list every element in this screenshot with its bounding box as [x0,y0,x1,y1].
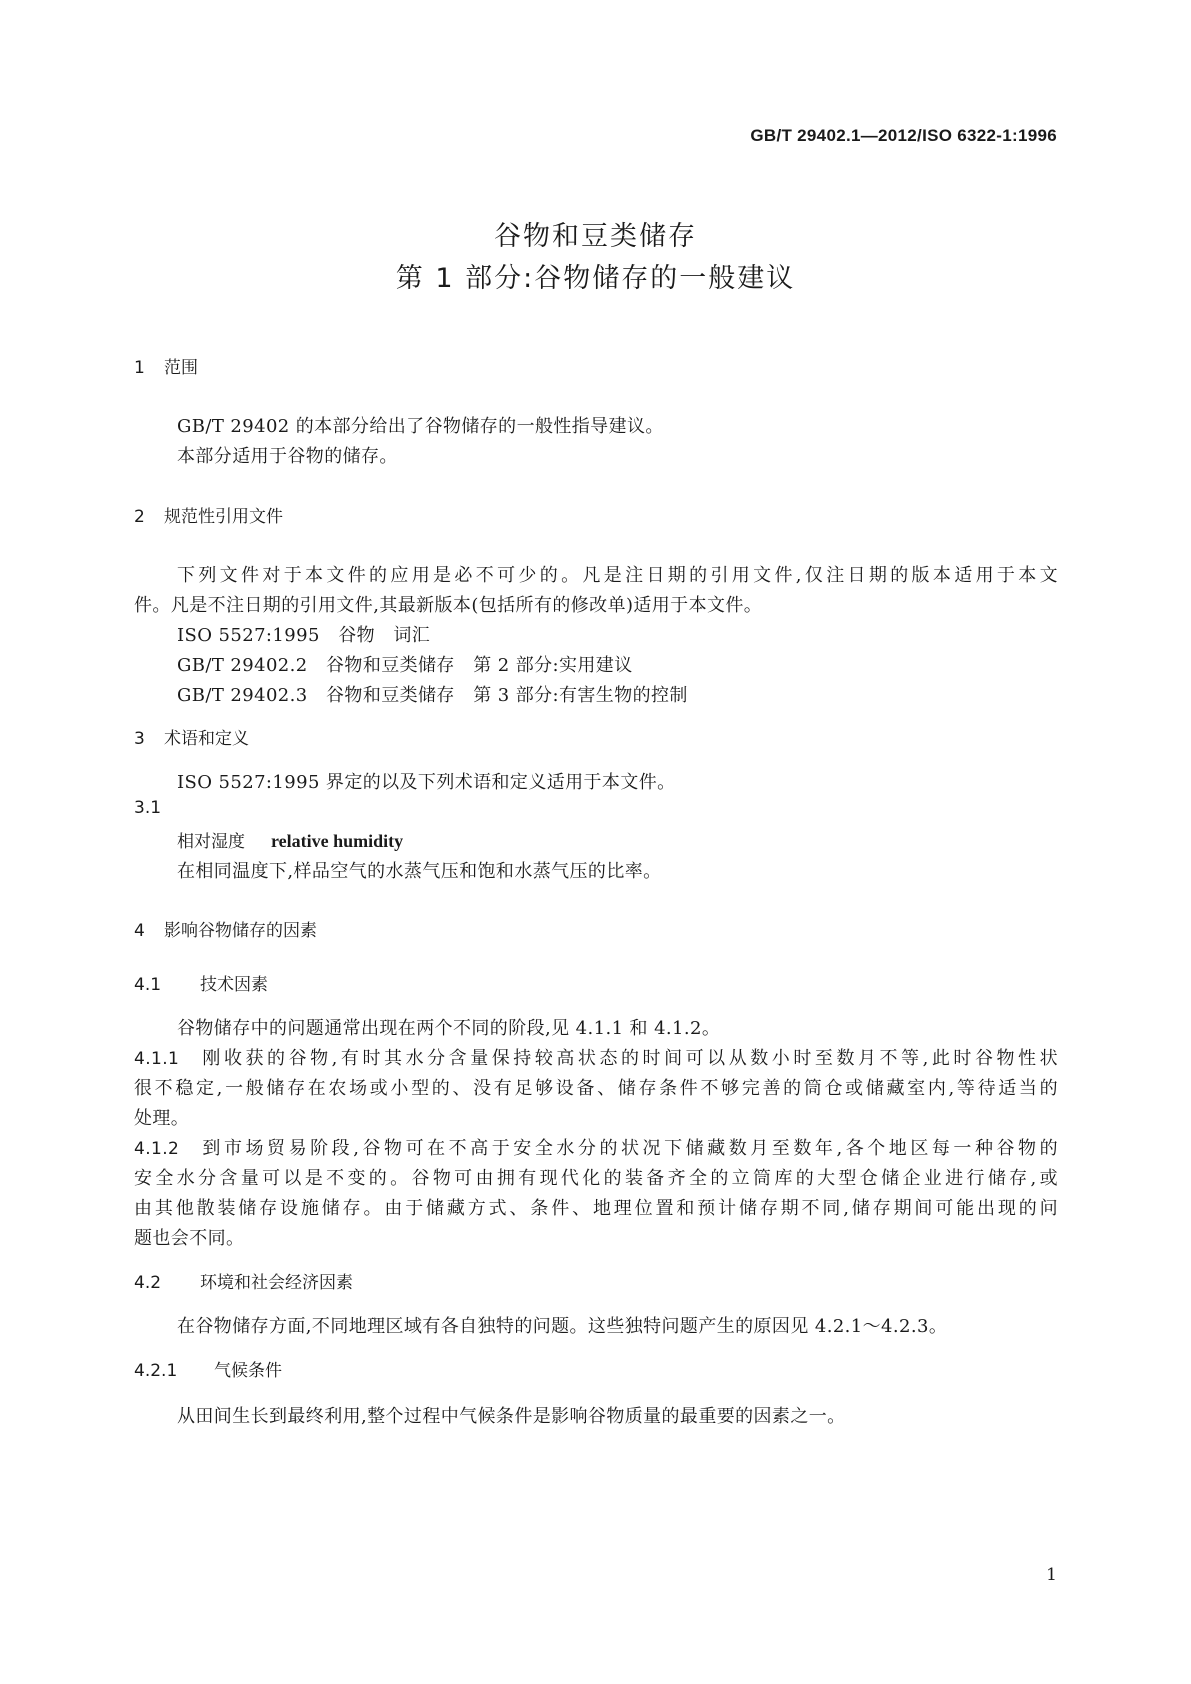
section-4-1-heading [134,970,268,995]
section-4-heading [134,916,317,941]
section-number: 1 [134,358,145,378]
section-title: 范围 [164,358,198,378]
clause-4-1-2-line: 安全水分含量可以是不变的。谷物可由拥有现代化的装备齐全的立筒库的大型仓储企业进行储存,或 [134,1168,1058,1189]
paragraph: 从田间生长到最终利用,整个过程中气候条件是影响谷物质量的最重要的因素之一。 [177,1406,846,1427]
paragraph: 本部分适用于谷物的储存。 [177,446,398,467]
section-title: 环境和社会经济因素 [200,1273,353,1293]
section-number: 3 [134,729,145,749]
section-number: 2 [134,507,145,527]
clause-4-1-1-line: 处理。 [134,1108,190,1129]
term-definition: 在相同温度下,样品空气的水蒸气压和饱和水蒸气压的比率。 [177,861,662,882]
reference-item: GB/T 29402.3 谷物和豆类储存 第 3 部分:有害生物的控制 [177,685,688,706]
paragraph-line: 下列文件对于本文件的应用是必不可少的。凡是注日期的引用文件,仅注日期的版本适用于本文 [177,565,1058,586]
section-number: 4.2.1 [134,1361,178,1381]
reference-item: ISO 5527:1995 谷物 词汇 [177,625,431,646]
paragraph: GB/T 29402 的本部分给出了谷物储存的一般性指导建议。 [177,416,664,437]
term-chinese: 相对湿度 [177,832,245,852]
section-title: 术语和定义 [164,729,249,749]
standard-code: GB/T 29402.1—2012/ISO 6322-1:1996 [750,126,1057,145]
clause-number: 4.1.1 [134,1049,180,1069]
clause-4-1-2-line: 题也会不同。 [134,1228,245,1249]
section-number: 4.1 [134,975,162,995]
section-3-heading [134,724,249,749]
clause-4-1-2-line: 4.1.2 到市场贸易阶段,谷物可在不高于安全水分的状况下储藏数月至数年,各个地区每一种谷物的 [134,1138,1058,1159]
section-title: 规范性引用文件 [164,507,283,527]
term-entry [177,827,403,852]
section-number: 4.2 [134,1273,162,1293]
clause-number: 4.1.2 [134,1139,180,1159]
reference-item: GB/T 29402.2 谷物和豆类储存 第 2 部分:实用建议 [177,655,633,676]
term-english: relative humidity [271,831,404,851]
section-title: 技术因素 [200,975,268,995]
paragraph-line: 件。凡是不注日期的引用文件,其最新版本(包括所有的修改单)适用于本文件。 [134,595,763,616]
paragraph: ISO 5527:1995 界定的以及下列术语和定义适用于本文件。 [177,772,676,793]
clause-4-1-1-line: 4.1.1 刚收获的谷物,有时其水分含量保持较高状态的时间可以从数小时至数月不等,此时谷物性状 [134,1048,1058,1069]
paragraph: 在谷物储存方面,不同地理区域有各自独特的问题。这些独特问题产生的原因见 4.2.1～4.2.3。 [177,1316,948,1337]
section-1-heading [134,353,198,378]
title-line-1: 谷物和豆类储存 [494,221,697,252]
section-title: 气候条件 [214,1361,282,1381]
clause-4-1-1-line: 很不稳定,一般储存在农场或小型的、没有足够设备、储存条件不够完善的筒仓或储藏室内,等待适当的 [134,1078,1058,1099]
section-title: 影响谷物储存的因素 [164,921,317,941]
section-number: 4 [134,921,145,941]
title-line-2: 第 1 部分:谷物储存的一般建议 [395,263,796,294]
section-4-2-1-heading [134,1356,282,1381]
paragraph: 谷物储存中的问题通常出现在两个不同的阶段,见 4.1.1 和 4.1.2。 [177,1018,721,1039]
section-2-heading [134,502,283,527]
clause-4-1-2-line: 由其他散装储存设施储存。由于储藏方式、条件、地理位置和预计储存期不同,储存期间可能出现的问 [134,1198,1058,1219]
section-4-2-heading [134,1268,353,1293]
page-number: 1 [1046,1565,1057,1585]
term-number: 3.1 [134,798,162,818]
